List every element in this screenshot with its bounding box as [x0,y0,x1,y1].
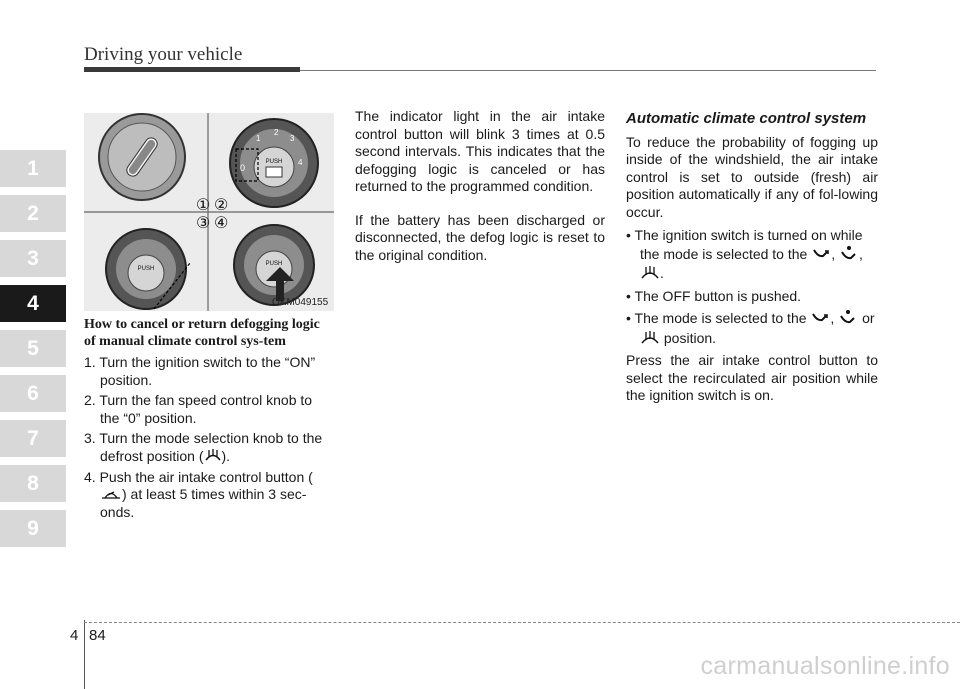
step-2-text: 2. Turn the fan speed control knob to the “0” position. [84,392,313,426]
condition-ignition-text: • The ignition switch is turned on while the mode is selected to the [626,227,863,262]
callout-4: ④ [214,215,229,232]
chapter-tab-4[interactable]: 4 [0,285,66,322]
step-2 [84,392,334,427]
knob-label-0: 0 [240,163,246,173]
step-1-text: 1. Turn the ignition switch to the “ON” position. [84,354,316,388]
defrost-icon [640,265,660,284]
condition-ignition [626,227,878,284]
step-4-text: 4. Push the air intake control button ( [84,468,313,485]
knob-label-4: 4 [298,158,303,167]
step-4 [84,469,334,522]
page-header-title: Driving your vehicle [84,44,243,65]
header-rule [84,67,876,71]
comma-3: , [830,310,835,326]
comma-1: , [831,245,836,262]
chapter-tab-1[interactable]: 1 [0,150,66,187]
manual-climate-heading: How to cancel or return defogging logic of manual climate control sys-tem [84,317,320,349]
air-intake-knob-icon [234,225,314,305]
knob-label-3: 3 [290,134,295,143]
period: . [660,265,664,281]
defrost-icon-2 [640,330,660,349]
air-intake-icon [100,487,122,505]
step-4-tail: ) at least 5 times within 3 sec-onds. [100,486,307,521]
steps-list [84,354,334,522]
conditions-list [626,227,878,348]
chapter-tab-9[interactable]: 9 [0,510,66,547]
knob-label-push-1: PUSH [265,159,283,165]
step-3 [84,430,334,466]
callout-3: ③ [196,215,211,232]
floor-mode-icon-2 [810,310,830,329]
column-right [626,110,878,421]
callout-1: ① [196,197,211,214]
climate-knobs-illustration [84,113,334,311]
footer-page-number: 84 [89,627,106,644]
auto-climate-intro: To reduce the probability of fogging up inside of the windshield, the air intake control is set to outside (fresh) air position automatically if any of fol-lowing occur. [626,133,878,220]
closing-paragraph: Press the air intake control button to select the recirculated air position while the ignition switch is on. [626,352,878,404]
figure-code: OKM049155 [272,297,329,308]
knob-label-2: 2 [274,128,279,137]
chapter-tab-7[interactable]: 7 [0,420,66,457]
chapter-tab-8[interactable]: 8 [0,465,66,502]
ignition-switch-icon [99,114,185,200]
knob-label-push-3: PUSH [265,261,283,267]
battery-paragraph: If the battery has been discharged or disconnected, the defog logic is reset to the original condition. [355,211,605,263]
defrost-mode-icon [204,448,222,466]
floor-defrost-mode-icon [839,245,859,266]
chapter-tab-6[interactable]: 6 [0,375,66,412]
condition-mode-end: position. [663,329,717,346]
condition-mode-text: • The mode is selected to the [626,310,807,326]
footer-dashed-rule [84,622,960,623]
chapter-tab-3[interactable]: 3 [0,240,66,277]
footer-chapter-number: 4 [70,627,79,644]
knob-label-push-2: PUSH [137,266,155,272]
floor-defrost-mode-icon-2 [838,309,858,330]
column-middle [355,108,605,280]
auto-climate-title: Automatic climate control system [626,110,867,127]
step-3-text: 3. Turn the mode selection knob to the defrost position ( [84,430,323,464]
column-left [84,316,334,525]
footer-vertical-rule [84,620,85,689]
step-3-tail: ). [221,447,231,464]
condition-off-button: • The OFF button is pushed. [626,287,802,304]
knob-label-1: 1 [256,134,261,143]
condition-mode [626,309,878,348]
fan-speed-knob-icon [230,119,318,207]
chapter-tab-2[interactable]: 2 [0,195,66,232]
step-1 [84,354,334,389]
or-word: or [862,310,875,326]
watermark: carmanualsonline.info [700,652,950,680]
floor-mode-icon [811,246,831,265]
chapter-tabs [0,150,66,555]
comma-2: , [859,245,863,262]
chapter-tab-5[interactable]: 5 [0,330,66,367]
indicator-paragraph: The indicator light in the air intake control button will blink 3 times at 0.5 second intervals. This indicates that the defogging logic is canceled or has returned to the programmed condition. [355,108,605,194]
climate-control-figure [84,113,334,311]
callout-2: ② [214,197,229,214]
